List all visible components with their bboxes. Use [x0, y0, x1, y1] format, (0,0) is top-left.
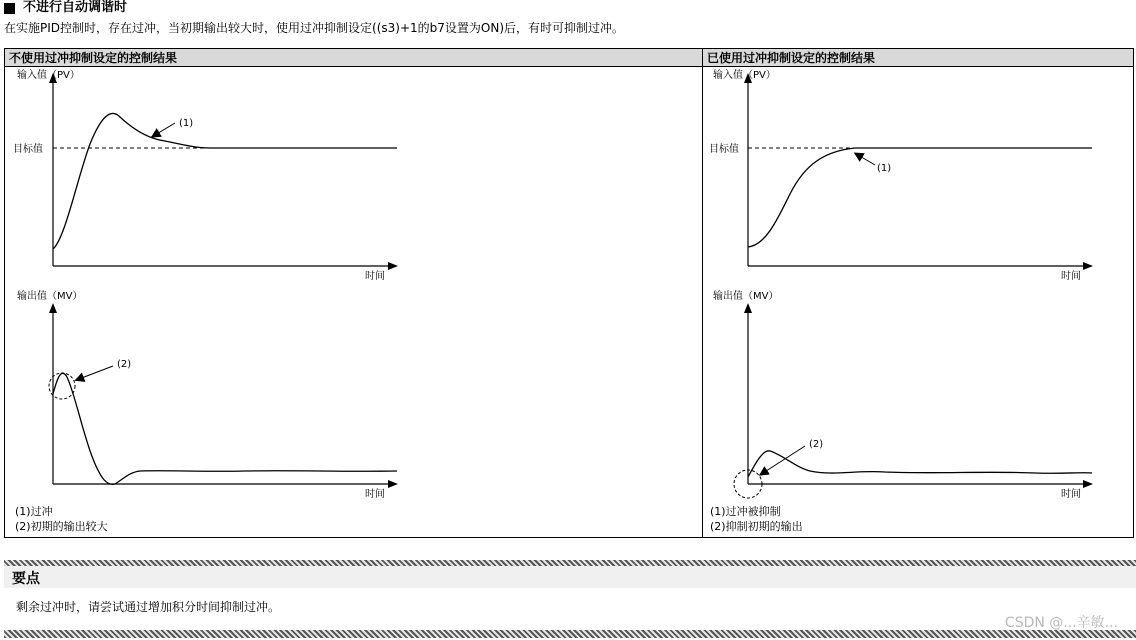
key-point-title: 要点: [12, 571, 40, 587]
left-legend: [15, 504, 108, 534]
right-panel-title: 已使用过冲抑制设定的控制结果: [703, 49, 1133, 67]
left-legend-1: (1)过冲: [15, 505, 53, 518]
heading-text: 不进行自动调谐时: [23, 0, 128, 15]
right-pv-label: 输入值（PV）: [713, 70, 776, 81]
left-marker2-arrow-icon: [79, 366, 113, 379]
right-mv-curve: [748, 451, 1092, 477]
left-pv-graph: [13, 68, 398, 282]
right-mv-label: 输出值（MV）: [713, 291, 779, 302]
control-graphs: [5, 49, 1133, 537]
right-legend-1: (1)过冲被抑制: [710, 505, 781, 518]
left-mv-time-label: 时间: [365, 489, 385, 500]
right-marker2-arrow-icon: [763, 446, 805, 473]
left-pv-curve: [53, 113, 397, 249]
key-point-text: 剩余过冲时，请尝试通过增加积分时间抑制过冲。: [16, 600, 281, 614]
right-mv-x-arrow-icon: [1083, 480, 1093, 488]
right-mv-graph: [713, 289, 1093, 500]
watermark: CSDN @...辛敏...: [1004, 615, 1118, 631]
left-marker1-arrow-icon: [155, 123, 175, 135]
right-pv-time-label: 时间: [1061, 271, 1081, 282]
section-heading: [4, 0, 127, 16]
left-marker1-label: (1): [179, 118, 194, 129]
right-legend: [710, 504, 803, 534]
key-point-band: [4, 566, 1136, 588]
left-pv-x-arrow-icon: [388, 262, 398, 270]
right-mv-y-arrow-icon: [744, 303, 752, 313]
left-mv-curve: [53, 373, 397, 484]
right-legend-2: (2)抑制初期的输出: [710, 520, 803, 533]
right-pv-x-arrow-icon: [1083, 262, 1093, 270]
comparison-table: [4, 48, 1134, 538]
right-pv-curve: [748, 148, 1092, 247]
intro-text: 在实施PID控制时，存在过冲，当初期输出较大时，使用过冲抑制设定((s3)+1的b7设置为ON)后，有时可抑制过冲。: [4, 21, 624, 35]
left-marker2-label: (2): [117, 359, 132, 370]
right-mv-time-label: 时间: [1061, 489, 1081, 500]
left-panel-title: 不使用过冲抑制设定的控制结果: [5, 49, 702, 67]
left-target-label: 目标值: [13, 144, 43, 155]
left-legend-2: (2)初期的输出较大: [15, 520, 108, 533]
right-marker1-arrow-icon: [858, 155, 875, 165]
left-pv-time-label: 时间: [365, 271, 385, 282]
left-mv-graph: [17, 289, 398, 500]
key-point-bottom-border: [4, 630, 1136, 638]
left-mv-x-arrow-icon: [388, 480, 398, 488]
left-pv-label: 输入值（PV）: [17, 70, 80, 81]
right-target-label: 目标值: [709, 144, 739, 155]
right-marker2-label: (2): [809, 439, 824, 450]
left-mv-y-arrow-icon: [49, 303, 57, 313]
right-pv-graph: [709, 68, 1093, 282]
right-marker1-label: (1): [877, 163, 892, 174]
left-mv-label: 输出值（MV）: [17, 291, 83, 302]
bullet-square-icon: [4, 3, 15, 14]
